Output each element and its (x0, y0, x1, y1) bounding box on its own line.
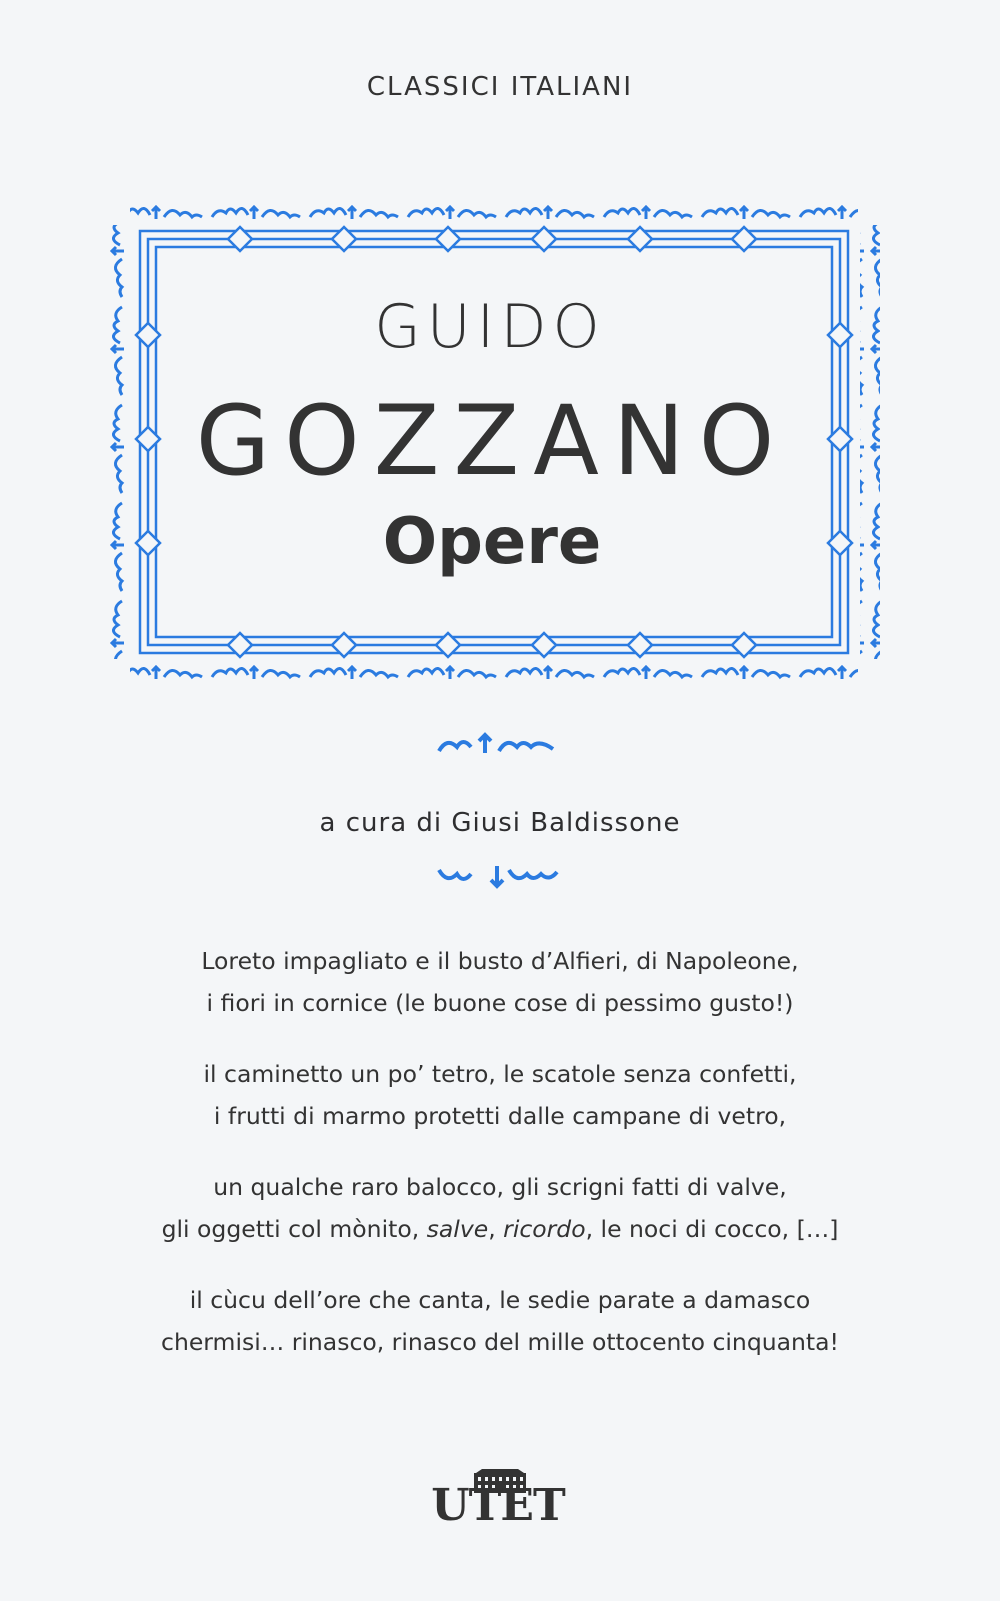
poem-line (0, 1208, 1000, 1250)
poem-line: il caminetto un po’ tetro, le scatole senza confetti, (203, 1060, 797, 1088)
poem-text: gli oggetti col mònito, (161, 1215, 427, 1243)
poem-italic-word: salve (426, 1215, 489, 1243)
ornament-divider-top (435, 731, 561, 759)
poem-text: , (488, 1215, 504, 1243)
poem-stanza-2 (0, 1053, 1000, 1137)
poem-line: i fiori in cornice (le buone cose di pessimo gusto!) (206, 989, 794, 1017)
poem-line: Loreto impagliato e il busto d’Alfieri, di Napoleone, (201, 947, 799, 975)
editor-credit: a cura di Giusi Baldissone (319, 808, 681, 838)
poem-stanza-1 (0, 940, 1000, 1024)
poem-text: , le noci di cocco, […] (585, 1215, 839, 1243)
author-first-name: GUIDO (374, 292, 606, 362)
ornament-divider-bottom (435, 862, 561, 890)
poem-stanza-3 (0, 1166, 1000, 1250)
series-name: CLASSICI ITALIANI (366, 72, 634, 102)
poem-line: i frutti di marmo protetti dalle campane di vetro, (213, 1102, 787, 1130)
poem-line: il cùcu dell’ore che canta, le sedie parate a damasco (189, 1286, 811, 1314)
poem-stanza-4 (0, 1279, 1000, 1363)
book-title: Opere (382, 505, 602, 579)
publisher-logo: UTET (431, 1480, 565, 1531)
poem-line: chermisi… rinasco, rinasco del mille ottocento cinquanta! (161, 1328, 839, 1356)
poem-line: un qualche raro balocco, gli scrigni fatti di valve, (213, 1173, 787, 1201)
poem-italic-word: ricordo (503, 1215, 586, 1243)
author-last-name: GOZZANO (195, 385, 789, 497)
